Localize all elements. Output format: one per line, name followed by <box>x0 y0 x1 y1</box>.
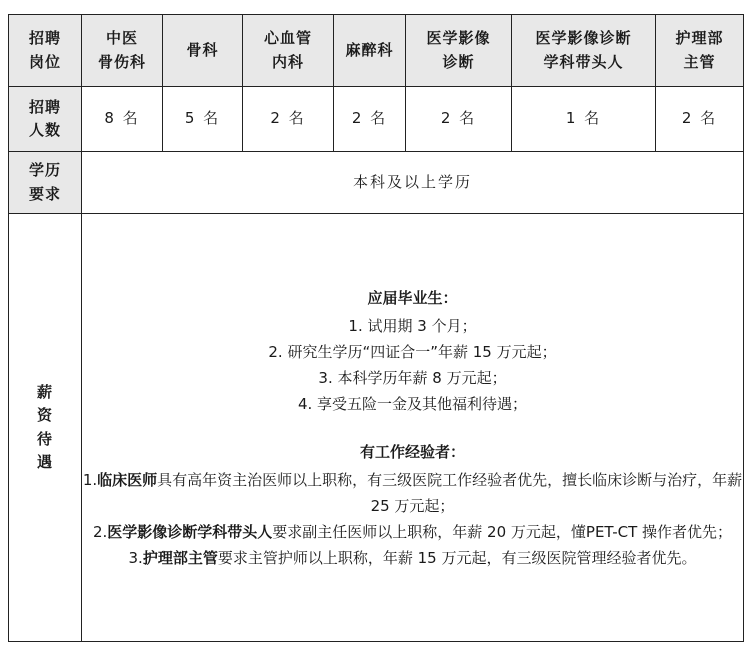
header-label-line-1: 招聘 <box>28 29 61 48</box>
position-line: 医学影像诊断 <box>535 29 632 48</box>
salary-detail-cell <box>82 214 744 642</box>
graduates-title: 应届毕业生： <box>367 288 458 307</box>
salary-label-char: 薪 <box>36 383 53 401</box>
position-line: 内科 <box>271 52 304 71</box>
experienced-item-role: 医学影像诊断学科带头人 <box>107 522 273 541</box>
header-label-line-2: 岗位 <box>28 52 61 71</box>
count-value: 2 名 <box>351 109 388 128</box>
experienced-item-text: 要求主管护师以上职称，年薪 15 万元起，有三级医院管理经验者优先。 <box>217 548 697 567</box>
graduates-item: 3. 本科学历年薪 8 万元起； <box>318 368 507 387</box>
position-cardiology <box>243 15 334 87</box>
position-line: 中医 <box>105 29 138 48</box>
experienced-item-imaging-lead <box>82 519 743 545</box>
experienced-item-text: 要求副主任医师以上职称，年薪 20 万元起，懂PET-CT 操作者优先； <box>272 522 733 541</box>
education-label-cell <box>9 152 82 214</box>
count-cell <box>243 87 334 152</box>
education-label-line-2: 要求 <box>28 184 61 203</box>
experienced-title: 有工作经验者： <box>359 442 465 461</box>
graduates-item: 1. 试用期 3 个月； <box>348 316 477 335</box>
experienced-item-role: 护理部主管 <box>142 548 218 567</box>
position-orthopedics <box>163 15 243 87</box>
header-label-cell <box>9 15 82 87</box>
position-imaging-diagnosis <box>406 15 512 87</box>
count-value: 1 名 <box>565 109 602 128</box>
salary-label-char: 遇 <box>36 452 53 471</box>
salary-label-cell <box>9 214 82 642</box>
count-label-line-1: 招聘 <box>28 97 61 116</box>
experienced-item-number: 1. <box>82 470 98 489</box>
count-value: 5 名 <box>184 109 221 128</box>
education-label-line-1: 学历 <box>28 161 61 180</box>
count-value: 2 名 <box>440 109 477 128</box>
count-value: 8 名 <box>104 109 140 128</box>
position-line: 麻醉科 <box>345 40 394 59</box>
experienced-item-role: 临床医师 <box>97 470 158 489</box>
salary-label-char: 待 <box>36 429 53 448</box>
position-tcm-orthopedics <box>82 15 163 87</box>
section-spacer <box>82 417 743 439</box>
position-line: 诊断 <box>442 52 475 71</box>
recruitment-table <box>8 14 744 642</box>
position-line: 学科带头人 <box>543 52 624 71</box>
count-label-line-2: 人数 <box>28 121 61 139</box>
position-nursing-head <box>656 15 744 87</box>
position-line: 骨科 <box>186 40 219 59</box>
education-value-cell <box>82 152 744 214</box>
position-line: 医学影像 <box>426 29 491 48</box>
education-row <box>9 152 744 214</box>
count-value: 2 名 <box>270 109 306 128</box>
count-row <box>9 87 744 152</box>
position-line: 心血管 <box>263 29 312 48</box>
count-cell <box>406 87 512 152</box>
experienced-item-number: 2. <box>92 522 108 541</box>
position-line: 主管 <box>683 52 716 71</box>
count-cell <box>656 87 744 152</box>
position-imaging-lead <box>512 15 656 87</box>
salary-label-char: 资 <box>36 406 53 425</box>
graduates-item: 2. 研究生学历“四证合一”年薪 15 万元起； <box>268 342 557 361</box>
graduates-item: 4. 享受五险一金及其他福利待遇； <box>297 394 528 413</box>
experienced-item-clinical <box>82 467 743 519</box>
count-value: 2 名 <box>681 109 718 128</box>
experienced-item-nursing-head <box>82 545 743 571</box>
experienced-item-text: 具有高年资主治医师以上职称，有三级医院工作经验者优先，擅长临床诊断与治疗，年薪 25 万元起； <box>157 470 743 515</box>
position-line: 护理部 <box>675 29 724 48</box>
count-cell <box>334 87 406 152</box>
salary-row <box>9 214 744 642</box>
count-cell <box>163 87 243 152</box>
education-value: 本科及以上学历 <box>352 172 472 191</box>
count-cell <box>512 87 656 152</box>
position-line: 骨伤科 <box>97 52 146 71</box>
count-label-cell <box>9 87 82 152</box>
position-anesthesiology <box>334 15 406 87</box>
header-row <box>9 15 744 87</box>
count-cell <box>82 87 163 152</box>
experienced-item-number: 3. <box>128 548 143 567</box>
